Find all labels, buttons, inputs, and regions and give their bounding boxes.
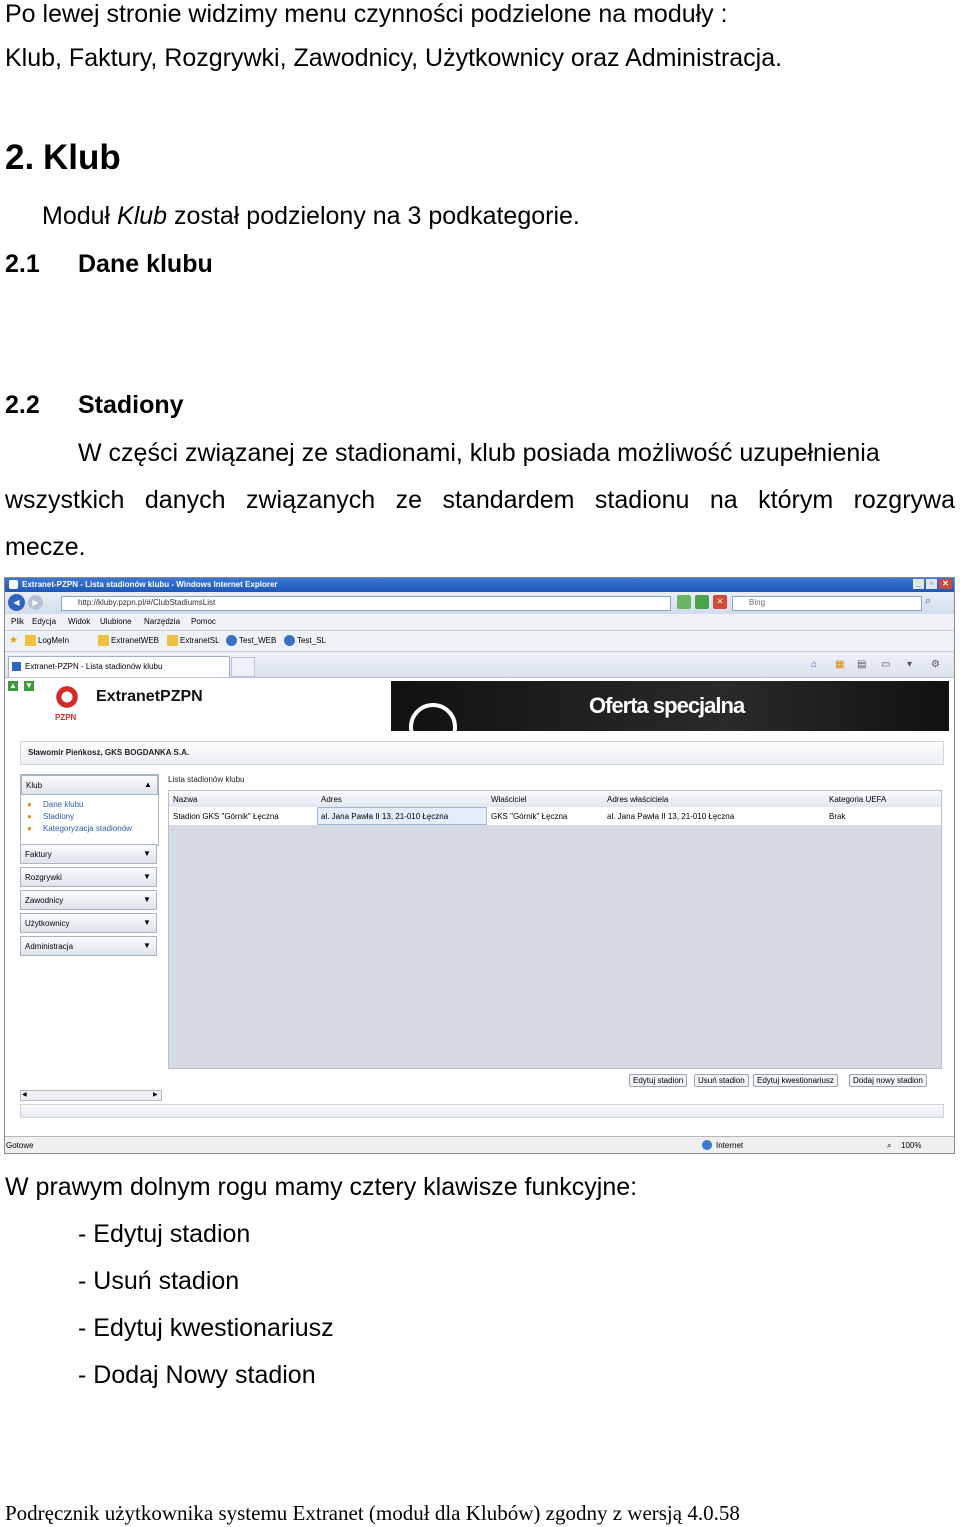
- intro-line-1: Po lewej stronie widzimy menu czynności podzielone na moduły :: [5, 0, 728, 28]
- list-item: - Dodaj Nowy stadion: [78, 1361, 316, 1389]
- fav-testsl[interactable]: Test_SL: [297, 636, 326, 645]
- chevron-down-icon: ▼: [143, 895, 151, 904]
- new-tab-button[interactable]: [231, 657, 255, 677]
- cell-kategoria-uefa: Brak: [829, 812, 846, 821]
- nav-uzytkownicy-label: Użytkownicy: [25, 919, 70, 928]
- tab-label: Extranet-PZPN - Lista stadionów klubu: [25, 662, 163, 671]
- back-icon[interactable]: ◀: [8, 594, 25, 611]
- section-title: Klub: [43, 138, 121, 177]
- chevron-up-icon: ▲: [144, 780, 152, 789]
- menu-tools[interactable]: Narzędzia: [144, 617, 181, 626]
- cell-adres: al. Jana Pawła II 13, 21-010 Łęczna: [321, 812, 449, 821]
- menu-edit[interactable]: Edycja: [32, 617, 57, 626]
- menu-bar: [5, 614, 955, 631]
- tab-active[interactable]: [8, 656, 230, 677]
- compat-icon[interactable]: [677, 595, 691, 609]
- nav-klub-label: Klub: [26, 781, 43, 790]
- nav-klub-panel: [20, 774, 159, 846]
- chevron-down-icon: ▼: [143, 918, 151, 927]
- home-icon[interactable]: ⌂: [811, 659, 818, 670]
- fav-extranetweb[interactable]: ExtranetWEB: [111, 636, 160, 645]
- menu-help[interactable]: Pomoc: [191, 617, 216, 626]
- tab-bar: [5, 652, 955, 678]
- nav-uzytkownicy[interactable]: [20, 913, 157, 933]
- scroll-down-icon[interactable]: ▼: [25, 681, 33, 690]
- testsl-icon: [284, 635, 295, 646]
- module-pre: Moduł: [42, 202, 118, 230]
- search-icon[interactable]: ⌕: [925, 595, 932, 607]
- minimize-icon[interactable]: _: [913, 579, 924, 589]
- user-line: Sławomir Pieńkosz, GKS BOGDANKA S.A.: [28, 748, 190, 757]
- chevron-down-icon: ▼: [143, 849, 151, 858]
- nav-klub-header[interactable]: [21, 775, 158, 795]
- horizontal-scrollbar[interactable]: [20, 1090, 162, 1101]
- intro-line-2: Klub, Faktury, Rozgrywki, Zawodnicy, Użytkownicy oraz Administracja.: [5, 44, 783, 72]
- pzpn-logo: [53, 684, 81, 724]
- list-item: - Usuń stadion: [78, 1267, 240, 1295]
- nav-zawodnicy-label: Zawodnicy: [25, 896, 64, 905]
- module-sentence: [42, 202, 580, 231]
- promo-banner[interactable]: [391, 681, 949, 731]
- nav-rozgrywki[interactable]: [20, 867, 157, 887]
- banner-text: Oferta specjalna: [589, 693, 745, 718]
- col-wlasciciel[interactable]: Właściciel: [491, 795, 527, 804]
- cell-nazwa: Stadion GKS "Górnik" Łęczna: [173, 812, 279, 821]
- status-text: Gotowe: [6, 1141, 34, 1150]
- refresh-icon[interactable]: [695, 595, 709, 609]
- subsection-2-title: Stadiony: [78, 391, 184, 419]
- search-text: Bing: [749, 598, 766, 607]
- menu-favorites[interactable]: Ulubione: [100, 617, 132, 626]
- footer-bar: [20, 1104, 944, 1118]
- list-item: - Edytuj stadion: [78, 1220, 251, 1248]
- subsection-2-number: 2.2: [5, 391, 40, 419]
- subsection-1-title: Dane klubu: [78, 250, 213, 278]
- scroll-right-icon[interactable]: ▶: [153, 1092, 158, 1098]
- dane-klubu-icon: ●: [27, 800, 32, 809]
- nav-zawodnicy[interactable]: [20, 890, 157, 910]
- chevron-down-icon: ▼: [143, 941, 151, 950]
- delete-stadium-button[interactable]: Usuń stadion: [694, 1074, 749, 1087]
- nav-faktury[interactable]: [20, 844, 157, 864]
- nav-dane-klubu[interactable]: Dane klubu: [43, 800, 84, 809]
- nav-stadiony[interactable]: Stadiony: [43, 812, 75, 821]
- subsection-1-number: 2.1: [5, 250, 40, 278]
- module-italic: Klub: [117, 202, 168, 230]
- col-adres-wlasciciela[interactable]: Adres właściciela: [607, 795, 669, 804]
- status-zoom[interactable]: 100%: [901, 1141, 922, 1150]
- fav-testweb[interactable]: Test_WEB: [239, 636, 277, 645]
- grid-header: [169, 791, 941, 808]
- ie-icon: [9, 580, 18, 589]
- window-titlebar: [5, 578, 955, 592]
- search-input[interactable]: [732, 596, 922, 611]
- extranetsl-icon: [167, 635, 178, 646]
- favorites-star-icon[interactable]: ★: [9, 635, 18, 646]
- page-footer: Podręcznik użytkownika systemu Extranet (moduł dla Klubów) zgodny z wersją 4.0.58: [5, 1501, 740, 1525]
- table-row[interactable]: [169, 807, 941, 825]
- status-zone: Internet: [716, 1141, 744, 1150]
- tab-favicon: [12, 662, 21, 671]
- nav-faktury-label: Faktury: [25, 850, 52, 859]
- stadium-grid: [168, 790, 942, 1069]
- edit-questionnaire-button[interactable]: Edytuj kwestionariusz: [753, 1074, 838, 1087]
- extranetweb-icon: [98, 635, 109, 646]
- address-input[interactable]: [61, 596, 671, 611]
- menu-file[interactable]: Plik: [11, 617, 24, 626]
- para-line-2: wszystkich danych związanych ze standardem stadionu na którym rozgrywa: [5, 486, 955, 514]
- favorites-bar: [5, 631, 955, 652]
- grid-title: Lista stadionów klubu: [168, 775, 245, 784]
- feeds-icon[interactable]: ▦: [835, 659, 845, 670]
- menu-view[interactable]: Widok: [68, 617, 91, 626]
- globe-icon: [702, 1140, 712, 1150]
- fav-extranetsl[interactable]: ExtranetSL: [180, 636, 220, 645]
- tools-gear-icon[interactable]: ⚙: [931, 659, 940, 670]
- address-bar-row: [5, 592, 955, 614]
- testweb-icon: [226, 635, 237, 646]
- fav-logmein[interactable]: LogMeIn: [38, 636, 70, 645]
- scroll-up-icon[interactable]: ▲: [9, 681, 17, 690]
- para-line-1: W części związanej ze stadionami, klub posiada możliwość uzupełnienia: [78, 439, 880, 467]
- status-bar: [5, 1136, 955, 1154]
- print-icon[interactable]: ▤: [857, 659, 867, 670]
- window-title: Extranet-PZPN - Lista stadionów klubu - Windows Internet Explorer: [22, 580, 278, 589]
- forward-icon[interactable]: ▶: [28, 595, 43, 610]
- para-line-3: mecze.: [5, 533, 86, 561]
- zoom-icon: ⌕: [887, 1141, 892, 1150]
- banner-ball-icon: [409, 703, 457, 731]
- safety-icon[interactable]: ▾: [907, 659, 913, 670]
- col-adres[interactable]: Adres: [321, 795, 342, 804]
- nav-administracja[interactable]: [20, 936, 157, 956]
- section-number: 2.: [5, 138, 35, 177]
- address-text: http://kluby.pzpn.pl/#/ClubStadiumsList: [78, 598, 216, 607]
- list-item: - Edytuj kwestionariusz: [78, 1314, 334, 1342]
- edit-stadium-button[interactable]: Edytuj stadion: [629, 1074, 687, 1087]
- kategoryzacja-icon: ●: [27, 824, 32, 833]
- stop-icon[interactable]: ✕: [713, 595, 727, 609]
- col-kategoria-uefa[interactable]: Kategoria UEFA: [829, 795, 887, 804]
- maximize-icon[interactable]: ▫: [926, 579, 937, 589]
- banner-divider: [5, 731, 955, 741]
- add-stadium-button[interactable]: Dodaj nowy stadion: [849, 1074, 927, 1087]
- logo-badge: PZPN: [55, 713, 77, 722]
- chevron-down-icon: ▼: [143, 872, 151, 881]
- scroll-left-icon[interactable]: ◀: [22, 1092, 27, 1098]
- app-logo-text: ExtranetPZPN: [96, 688, 203, 705]
- user-bar: [20, 741, 944, 765]
- page-icon[interactable]: ▭: [881, 659, 891, 670]
- after-line: W prawym dolnym rogu mamy cztery klawisze funkcyjne:: [5, 1173, 638, 1201]
- module-post: został podzielony na 3 podkategorie.: [167, 202, 580, 230]
- nav-administracja-label: Administracja: [25, 942, 74, 951]
- cell-wlasciciel: GKS "Górnik" Łęczna: [491, 812, 568, 821]
- nav-rozgrywki-label: Rozgrywki: [25, 873, 62, 882]
- browser-screenshot: [4, 577, 955, 1154]
- ball-icon: [55, 684, 79, 710]
- stadiony-icon: ●: [27, 812, 32, 821]
- nav-kategoryzacja[interactable]: Kategoryzacja stadionów: [43, 824, 132, 833]
- col-nazwa[interactable]: Nazwa: [173, 795, 198, 804]
- cell-adres-wlasciciela: al. Jana Pawła II 13, 21-010 Łęczna: [607, 812, 735, 821]
- close-icon[interactable]: ✕: [939, 579, 952, 589]
- logmein-icon: [25, 635, 36, 646]
- page-content: [5, 678, 955, 1134]
